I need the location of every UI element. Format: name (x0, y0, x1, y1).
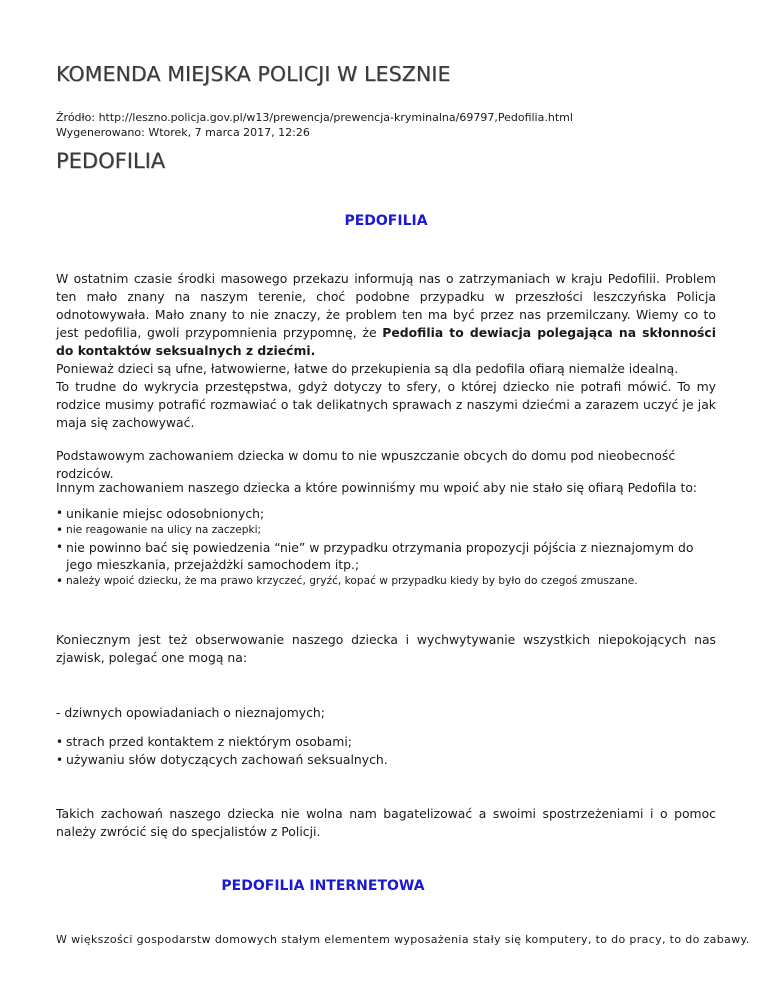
internet-intro-paragraph: W większości gospodarstw domowych stałym elementem wyposażenia stały się komputery, to do pracy, to do zabawy. (56, 933, 750, 946)
section-heading-internet: PEDOFILIA INTERNETOWA (221, 878, 425, 894)
safety-rules-list (56, 505, 716, 590)
intro-text-continued: Ponieważ dzieci są ufne, łatwowierne, łatwe do przekupienia są dla pedofila ofiarą niemalże idealną. (56, 361, 679, 376)
other-behavior-paragraph: Innym zachowaniem naszego dziecka a które powinniśmy mu wpoić aby nie stało się ofiarą Pedofila to: (56, 480, 698, 495)
list-item: • używaniu słów dotyczących zachowań seksualnych. (56, 752, 388, 767)
observation-paragraph: Koniecznym jest też obserwowanie naszego dziecka i wychwytywanie wszystkich niepokojących nas zjawisk, polegać one mogą na: (56, 632, 716, 665)
list-item: • unikanie miejsc odosobnionych; (56, 506, 265, 521)
basic-behavior-paragraph: Podstawowym zachowaniem dziecka w domu to nie wpuszczanie obcych do domu pod nieobecność rodziców. (56, 448, 676, 481)
organization-title: KOMENDA MIEJSKA POLICJI W LESZNIE (56, 62, 451, 86)
list-item: • nie reagowanie na ulicy na zaczepki; (56, 523, 262, 537)
definition-bold-text: Pedofilia to dewiacja polegająca na skłonności do kontaktów seksualnych z dziećmi. (56, 325, 716, 358)
intro-text: W ostatnim czasie środki masowego przekazu informują nas o zatrzymaniach w kraju Pedofilii. Problem ten mało znany na naszym terenie, choć podobne przypadku w przeszłości leszczyńska Policja odnotowywała. Mało znany to nie znaczy, że problem ten ma być przez nas przemilczany. Wiemy co to jest pedofilia, gwoli przypomnienia przypomnę, że (56, 271, 716, 340)
bullet-icon: • (56, 753, 64, 767)
source-line: Źródło: http://leszno.policja.gov.pl/w13/prewencja/prewencja-kryminalna/69797,Pedofilia.html (56, 111, 573, 124)
section-heading-pedofilia: PEDOFILIA (344, 213, 428, 229)
bullet-icon: • (56, 574, 64, 588)
conclusion-paragraph: Takich zachowań naszego dziecka nie wolna nam bagatelizować a swoimi spostrzeżeniami i o pomoc należy zwrócić się do specjalistów z Policji. (56, 806, 716, 839)
list-item: • nie powinno bać się powiedzenia “nie” w przypadku otrzymania propozycji pójścia z nieznajomym do jego mieszkania, przejażdżki samochodem itp.; (56, 540, 694, 572)
bullet-icon: • (56, 506, 64, 520)
bullet-icon: • (56, 523, 64, 537)
bullet-icon: • (56, 540, 64, 554)
intro-paragraph (56, 270, 716, 432)
intro-text-parents: To trudne do wykrycia przestępstwa, gdyż dotyczy to sfery, o której dziecko nie potrafi mówić. To my rodzice musimy potrafić rozmawiać o tak delikatnych sprawach z naszymi dziećmi a zarazem uczyć je jak maja się zachowywać. (56, 379, 716, 430)
document-title: PEDOFILIA (56, 149, 166, 173)
bullet-icon: • (56, 735, 64, 749)
list-item: • należy wpoić dziecku, że ma prawo krzyczeć, gryźć, kopać w przypadku kiedy by było do czegoś zmuszane. (56, 574, 638, 588)
warning-signs-list (56, 733, 716, 769)
list-item: • strach przed kontaktem z niektórym osobami; (56, 734, 352, 749)
generated-line: Wygenerowano: Wtorek, 7 marca 2017, 12:26 (56, 126, 310, 139)
strange-stories-line: - dziwnych opowiadaniach o nieznajomych; (56, 705, 325, 720)
